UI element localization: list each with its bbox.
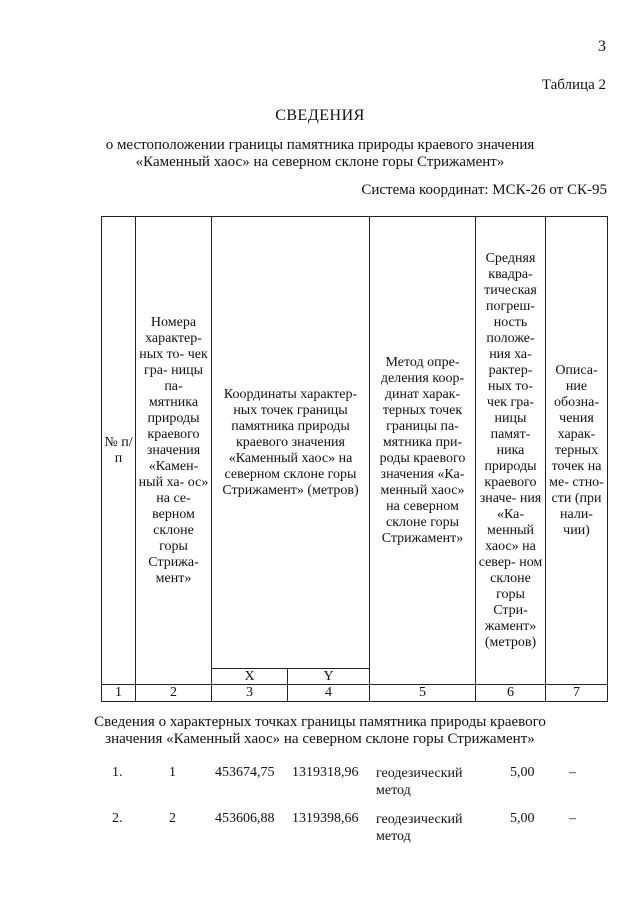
point-number: 1 [169,765,176,780]
header-point-numbers: Номера характер- ных то- чек гра- ницы па- мятника природы краевого значения «Камен- ный ха- ос» на се- верном склоне горы Стрижа- мент» [136,217,212,685]
method-line: геодезический [376,812,463,827]
subtitle-line: «Каменный хаос» на северном склоне горы Стрижамент» [135,154,505,170]
document-subtitle [0,137,640,171]
header-coordinates: Координаты характер- ных точек границы памятника природы краевого значения «Каменный хаос» на северном склоне горы Стрижамент» (метров) [212,217,370,669]
error-value: 5,00 [510,765,535,780]
description-value: – [569,765,576,780]
row-number: 2. [112,811,123,826]
subtitle-line: о местоположении границы памятника природы краевого значения [105,137,535,153]
header-table [101,216,608,702]
coordinate-system: Система координат: МСК-26 от СК-95 [361,182,607,198]
column-number: 1 [102,685,136,702]
column-number-row [102,685,608,702]
description-value: – [569,811,576,826]
header-x: X [212,669,288,685]
page-number: 3 [598,38,606,55]
coordinate-y: 1319318,96 [292,765,359,780]
column-number: 3 [212,685,288,702]
section-title-line: значения «Каменный хаос» на северном склоне горы Стрижамент» [105,731,535,747]
header-y: Y [288,669,370,685]
column-number: 6 [476,685,546,702]
point-number: 2 [169,811,176,826]
method-line: метод [376,783,411,798]
column-number: 2 [136,685,212,702]
method-line: геодезический [376,766,463,781]
row-number: 1. [112,765,123,780]
section-title [0,714,640,748]
coordinate-y: 1319398,66 [292,811,359,826]
column-number: 4 [288,685,370,702]
table-label: Таблица 2 [541,77,606,93]
column-number: 5 [370,685,476,702]
method [376,811,463,845]
header-description: Описа- ние обозна- чения харак- терных точек на ме- стно- сти (при нали- чии) [546,217,608,685]
error-value: 5,00 [510,811,535,826]
coordinate-x: 453606,88 [215,811,275,826]
coordinate-x: 453674,75 [215,765,275,780]
header-method: Метод опре- деления коор- динат харак- терных точек границы па- мятника при- роды краевого значения «Ка- менный хаос» на северном склоне горы Стрижамент» [370,217,476,685]
method-line: метод [376,829,411,844]
document-title: СВЕДЕНИЯ [275,107,365,124]
method [376,765,463,799]
column-number: 7 [546,685,608,702]
header-num: № п/п [102,217,136,685]
header-error: Средняя квадра- тическая погреш- ность положе- ния ха- рактер- ных то- чек гра- ницы памят- ника природы краевого значе- ния «Ка- менный хаос» на север- ном склоне горы Стри- жамент» (метров) [476,217,546,685]
section-title-line: Сведения о характерных точках границы памятника природы краевого [94,714,546,730]
